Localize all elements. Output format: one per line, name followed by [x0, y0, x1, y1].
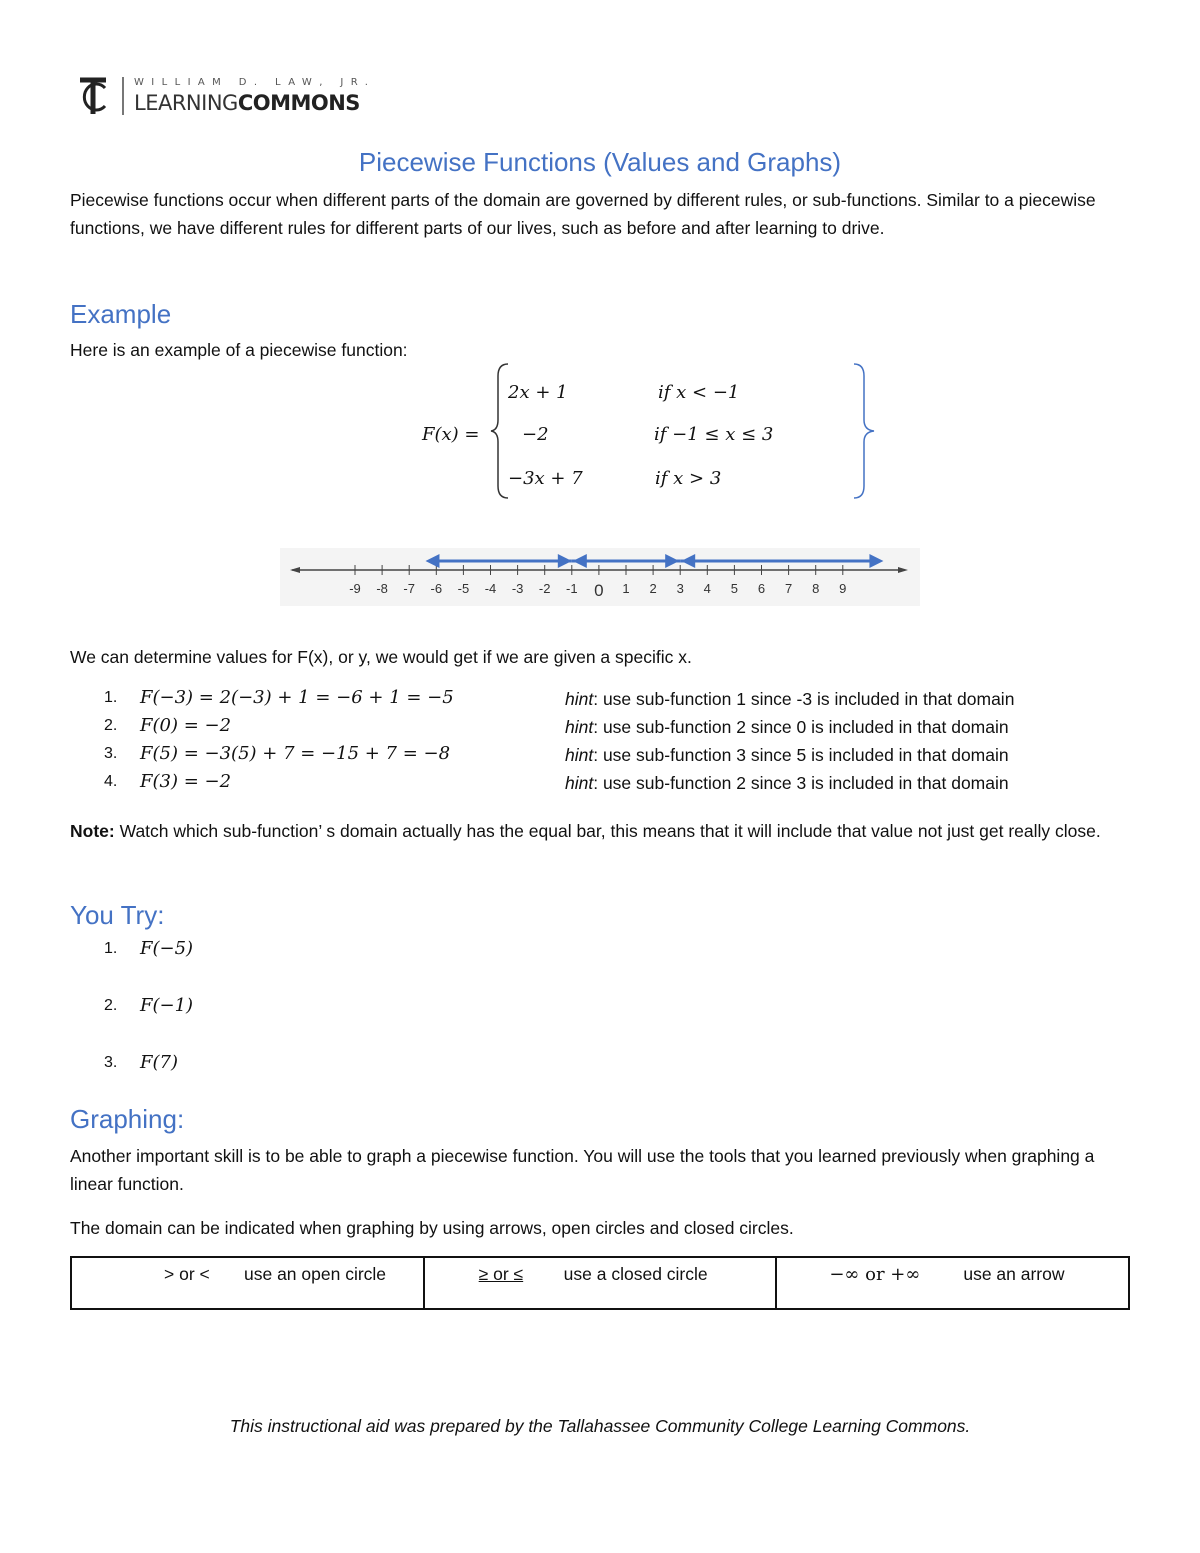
- list-item-number: 3.: [104, 745, 118, 762]
- tick-label: 0: [594, 581, 604, 600]
- tick-label: 8: [812, 581, 820, 596]
- tick-label: -1: [566, 581, 578, 596]
- tick-label: -5: [457, 581, 470, 596]
- list-item-number: 3.: [104, 1054, 118, 1071]
- value-expression-4: F(3) = −2: [140, 771, 232, 792]
- left-brace-icon: [490, 362, 510, 500]
- logo-bottom-line: LEARNINGCOMMONS: [134, 91, 360, 115]
- tick-label: -4: [484, 581, 497, 596]
- tick-label: 2: [649, 581, 657, 596]
- graphing-domain-paragraph: The domain can be indicated when graphing by using arrows, open circles and closed circles.: [70, 1218, 794, 1238]
- graphing-paragraph: Another important skill is to be able to graph a piecewise function. You will use the tools that you learned previously when graphing a linear function.: [70, 1146, 1095, 1194]
- sub-function-3-condition: if x > 3: [655, 468, 722, 489]
- footer-credit: This instructional aid was prepared by the Tallahassee Community College Learning Commons.: [229, 1416, 971, 1436]
- sub-function-2-expr: −2: [522, 424, 549, 445]
- tick-label: 7: [784, 581, 793, 596]
- you-try-expression-3: F(7): [140, 1052, 178, 1073]
- tick-label: 1: [622, 581, 630, 596]
- tick-label: -8: [376, 581, 388, 596]
- logo-top-line: WILLIAM D. LAW, JR.: [134, 77, 376, 88]
- sub-function-3-expr: −3x + 7: [508, 468, 583, 489]
- function-label: F(x) =: [422, 424, 480, 445]
- value-expression-3: F(5) = −3(5) + 7 = −15 + 7 = −8: [140, 743, 451, 764]
- tick-label: -3: [511, 581, 524, 596]
- symbol-inclusive: ≥ or ≤: [478, 1264, 524, 1284]
- hint-3: hint: use sub-function 3 since 5 is included in that domain: [565, 745, 1009, 765]
- table-cell-closed-circle: [425, 1258, 778, 1308]
- hint-1: hint: use sub-function 1 since -3 is included in that domain: [565, 689, 1015, 709]
- logo-divider: [122, 77, 124, 115]
- hint-4: hint: use sub-function 2 since 3 is included in that domain: [565, 773, 1009, 793]
- example-heading: Example: [70, 299, 172, 329]
- symbol-inclusive-desc: use a closed circle: [563, 1264, 708, 1284]
- tick-label: 5: [730, 581, 739, 596]
- value-expression-2: F(0) = −2: [140, 715, 232, 736]
- symbol-infinity-desc: use an arrow: [963, 1264, 1065, 1284]
- list-item-number: 2.: [104, 717, 118, 734]
- tick-label: 9: [839, 581, 847, 596]
- right-brace-icon: [852, 362, 878, 500]
- example-lead: Here is an example of a piecewise function:: [70, 340, 408, 360]
- you-try-expression-1: F(−5): [140, 938, 194, 959]
- symbol-strict: > or <: [164, 1264, 210, 1284]
- note-paragraph: Note: Watch which sub-function’ s domain actually has the equal bar, this means that it will include that value not just get really close.: [70, 821, 1101, 841]
- list-item-number: 4.: [104, 773, 118, 790]
- values-lead: We can determine values for F(x), or y, we would get if we are given a specific x.: [70, 647, 692, 667]
- tick-label: -6: [430, 581, 443, 596]
- intro-paragraph: Piecewise functions occur when different parts of the domain are governed by different rules, or sub-functions. Similar to a piecewise functions, we have different rules for different parts of our lives, such as before and after learning to drive.: [70, 190, 1096, 238]
- you-try-expression-2: F(−1): [140, 995, 194, 1016]
- tick-label: -9: [349, 581, 361, 596]
- hint-2: hint: use sub-function 2 since 0 is included in that domain: [565, 717, 1009, 737]
- tick-label: -2: [538, 581, 551, 596]
- number-line: [280, 548, 920, 606]
- graphing-heading: Graphing:: [70, 1104, 185, 1134]
- logo-text: [134, 76, 375, 116]
- domain-symbol-table: [70, 1256, 1130, 1310]
- tick-label: 4: [703, 581, 711, 596]
- table-cell-arrow: [777, 1258, 1128, 1308]
- tick-label: 3: [676, 581, 684, 596]
- value-expression-1: F(−3) = 2(−3) + 1 = −6 + 1 = −5: [140, 687, 454, 708]
- you-try-heading: You Try:: [70, 900, 165, 930]
- sub-function-1-condition: if x < −1: [658, 382, 740, 403]
- list-item-number: 2.: [104, 997, 118, 1014]
- sub-function-2-condition: if −1 ≤ x ≤ 3: [654, 424, 774, 445]
- sub-function-1-expr: 2x + 1: [508, 382, 568, 403]
- tick-label: 6: [757, 581, 766, 596]
- tcc-logo-icon: [78, 76, 110, 116]
- list-item-number: 1.: [104, 689, 118, 706]
- learning-commons-logo: [78, 74, 375, 118]
- table-cell-open-circle: [72, 1258, 425, 1308]
- list-item-number: 1.: [104, 940, 118, 957]
- symbol-infinity: −∞ or +∞: [829, 1264, 921, 1285]
- symbol-strict-desc: use an open circle: [244, 1264, 387, 1284]
- tick-label: -7: [403, 581, 415, 596]
- page-title: Piecewise Functions (Values and Graphs): [358, 147, 842, 177]
